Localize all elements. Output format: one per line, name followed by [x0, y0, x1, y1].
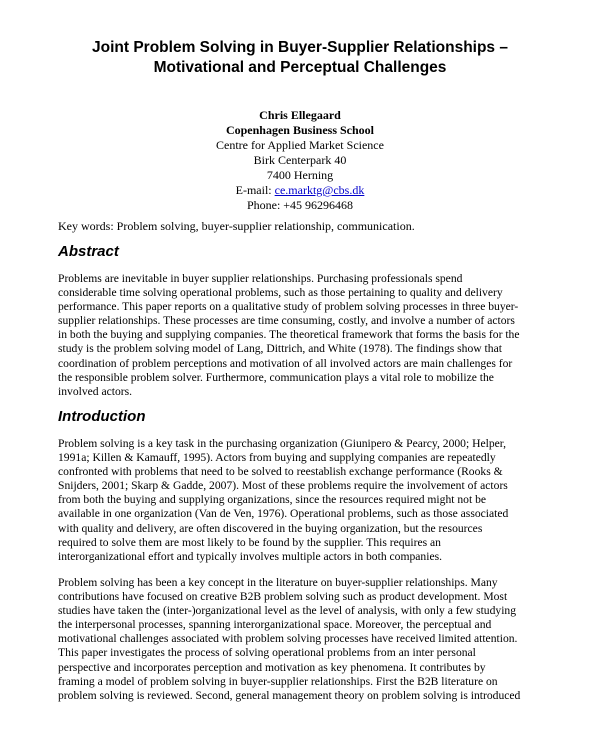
- text-line: performance. This paper reports on a qualitative study of problem solving processes in three buyer-: [58, 300, 519, 314]
- text-line: considerable time solving operational problems, such as those pertaining to quality and delivery: [58, 286, 503, 300]
- author-department: Centre for Applied Market Science: [216, 138, 384, 152]
- text-line: Problems are inevitable in buyer supplier relationships. Purchasing professionals spend: [58, 272, 463, 285]
- abstract-paragraph: [58, 272, 548, 399]
- paper-title: [40, 38, 560, 78]
- text-line: studies have taken the (inter-)organizational level as the level of analysis, with only a few studying: [58, 604, 517, 618]
- text-line: available in one organization (Van de Ven, 1976). Operational problems, such as those associated: [58, 507, 509, 521]
- text-line: 1991a; Killen & Kamauff, 1995). Actors from buying and supplying companies are repeatedly: [58, 451, 496, 465]
- author-block: [100, 108, 500, 213]
- text-line: Snijders, 2001; Skarp & Gadde, 2007). Most of these problems require the involvement of actors: [58, 479, 508, 493]
- text-line: involved actors.: [58, 384, 133, 398]
- text-line: supplier relationships. These processes are time consuming, costly, and involve a number of actors: [58, 314, 515, 328]
- text-line: Problem solving is a key task in the purchasing organization (Giunipero & Pearcy, 2000; Helper,: [58, 437, 507, 450]
- text-line: contributions have focused on creative B2B problem solving such as product development. Most: [58, 590, 508, 604]
- introduction-paragraph-1: [58, 437, 548, 564]
- text-line: This paper investigates the process of solving operational problems from an inter personal: [58, 646, 476, 660]
- author-address-city: 7400 Herning: [266, 168, 334, 182]
- text-line: required to solve them are most likely to be found by the supplier. This requires an: [58, 535, 441, 549]
- paper-title-line-2: Motivational and Perceptual Challenges: [153, 59, 447, 76]
- email-link[interactable]: ce.marktg@cbs.dk: [274, 183, 365, 197]
- text-line: from both the buying and supplying organizations, since the resources required might not be: [58, 493, 487, 507]
- text-line: perspective and incorporates perception and motivation as key phenomena. It contributes by: [58, 660, 486, 674]
- text-line: coordination of problem perceptions and motivation of all involved actors are main challenges for: [58, 356, 513, 370]
- text-line: motivational challenges associated with problem solving processes have received limited attention.: [58, 632, 518, 646]
- text-line: in both the buying and supplying companies. The theoretical framework that forms the basis for the: [58, 328, 520, 342]
- text-line: problem solving is reviewed. Second, general management theory on problem solving is introduced: [58, 688, 521, 702]
- author-name: Chris Ellegaard: [259, 108, 341, 122]
- author-address-street: Birk Centerpark 40: [253, 153, 347, 167]
- author-phone: Phone: +45 96296468: [246, 198, 354, 212]
- abstract-heading: Abstract: [58, 243, 119, 260]
- text-line: with quality and delivery, are often discovered in the buying organization, but the resources: [58, 521, 483, 535]
- text-line: framing a model of problem solving in buyer-supplier relationships. First the B2B literature on: [58, 674, 498, 688]
- text-line: the responsible problem solver. Furthermore, communication plays a vital role to mobilize the: [58, 370, 494, 384]
- text-line: the interpersonal processes, spanning interorganizational space. Moreover, the perceptual and: [58, 618, 492, 632]
- paper-title-line-1: Joint Problem Solving in Buyer-Supplier Relationships –: [92, 39, 508, 56]
- text-line: interorganizational effort and typically involves multiple actors in both companies.: [58, 549, 442, 563]
- keywords: Key words: Problem solving, buyer-supplier relationship, communication.: [58, 219, 415, 233]
- introduction-paragraph-2: [58, 576, 548, 703]
- author-email-line: [100, 183, 500, 198]
- introduction-heading: Introduction: [58, 408, 146, 425]
- author-affiliation: Copenhagen Business School: [225, 123, 375, 137]
- text-line: Problem solving has been a key concept in the literature on buyer-supplier relationships. Many: [58, 576, 498, 589]
- text-line: study is the problem solving model of Lang, Dittrich, and White (1978). The findings show that: [58, 342, 502, 356]
- text-line: confronted with problems that need to be solved to reestablish exchange performance (Rooks &: [58, 465, 503, 479]
- email-label: E-mail:: [235, 183, 275, 197]
